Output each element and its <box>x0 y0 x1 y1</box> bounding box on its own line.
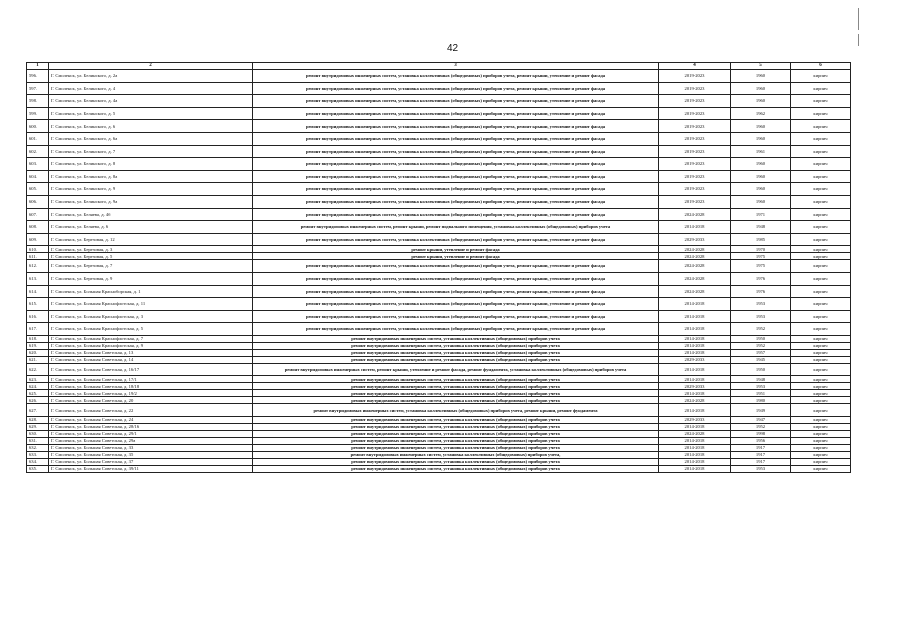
table-row <box>27 158 851 171</box>
row-address: Г. Смоленск, ул. Белинского, д. 9 <box>49 183 253 196</box>
table-row <box>27 120 851 133</box>
row-build-year: 1953 <box>731 298 791 311</box>
table-row <box>27 183 851 196</box>
row-number: 628. <box>27 417 49 424</box>
table-row <box>27 132 851 145</box>
row-period: 2014-2018 <box>659 438 731 445</box>
row-wall-material: кирпич <box>791 459 851 466</box>
row-number: 618. <box>27 335 49 342</box>
row-address: Г. Смоленск, ул. Большая Советская, д. 13 <box>49 349 253 356</box>
row-period: 2014-2018 <box>659 459 731 466</box>
row-work-description: ремонт внутридомовых инженерных систем, установка коллективных (общедомовых) приборов учета, ремонт крыши, утепление и ремонт фасада <box>253 260 659 273</box>
row-address: Г. Смоленск, ул. Белинского, д. 4 <box>49 82 253 95</box>
row-period: 2024-2028 <box>659 260 731 273</box>
row-number: 608. <box>27 221 49 234</box>
row-wall-material: кирпич <box>791 132 851 145</box>
row-build-year: 1949 <box>731 404 791 417</box>
table-row <box>27 335 851 342</box>
row-build-year: 1950 <box>731 335 791 342</box>
column-number: 3 <box>253 63 659 70</box>
scan-artifact-line <box>858 34 859 46</box>
row-address: Г. Смоленск, ул. Березовая, д. 3 <box>49 246 253 253</box>
row-build-year: 1960 <box>731 132 791 145</box>
row-wall-material: кирпич <box>791 272 851 285</box>
row-wall-material: кирпич <box>791 445 851 452</box>
row-build-year: 1952 <box>731 424 791 431</box>
table-row <box>27 397 851 404</box>
row-period: 2024-2028 <box>659 285 731 298</box>
table-row <box>27 253 851 260</box>
row-address: Г. Смоленск, ул. Большая Советская, д. 24 <box>49 417 253 424</box>
row-wall-material: кирпич <box>791 417 851 424</box>
table-row <box>27 356 851 363</box>
table-row <box>27 417 851 424</box>
row-address: Г. Смоленск, ул. Большая Советская, д. 18/18 <box>49 383 253 390</box>
row-build-year: 1998 <box>731 431 791 438</box>
table-row <box>27 363 851 376</box>
row-number: 601. <box>27 132 49 145</box>
row-work-description: ремонт внутридомовых инженерных систем, установка коллективных (общедомовых) приборов учета <box>253 445 659 452</box>
row-build-year: 1956 <box>731 438 791 445</box>
table-row <box>27 246 851 253</box>
row-period: 2014-2018 <box>659 349 731 356</box>
row-work-description: ремонт внутридомовых инженерных систем, установка коллективных (общедомовых) приборов учета, ремонт крыши, утепление и ремонт фасада <box>253 70 659 83</box>
row-address: Г. Смоленск, ул. Березовая, д. 9 <box>49 272 253 285</box>
table-row <box>27 342 851 349</box>
row-number: 620. <box>27 349 49 356</box>
row-number: 598. <box>27 95 49 108</box>
row-wall-material: кирпич <box>791 298 851 311</box>
table-row <box>27 310 851 323</box>
row-address: Г. Смоленск, ул. Березовая, д. 7 <box>49 260 253 273</box>
row-address: Г. Смоленск, ул. Большая Советская, д. 29а <box>49 438 253 445</box>
row-period: 2019-2023 <box>659 195 731 208</box>
row-build-year: 1960 <box>731 158 791 171</box>
row-wall-material: кирпич <box>791 390 851 397</box>
row-build-year: 1960 <box>731 95 791 108</box>
row-build-year: 1917 <box>731 445 791 452</box>
row-build-year: 1948 <box>731 221 791 234</box>
row-work-description: ремонт внутридомовых инженерных систем, установка коллективных (общедомовых) приборов учета <box>253 356 659 363</box>
row-period: 2024-2028 <box>659 246 731 253</box>
row-number: 614. <box>27 285 49 298</box>
row-build-year: 1960 <box>731 120 791 133</box>
row-wall-material: кирпич <box>791 356 851 363</box>
row-period: 2024-2028 <box>659 208 731 221</box>
table-row <box>27 438 851 445</box>
column-number: 2 <box>49 63 253 70</box>
row-wall-material: кирпич <box>791 170 851 183</box>
row-number: 613. <box>27 272 49 285</box>
table-row <box>27 260 851 273</box>
page-number: 42 <box>446 43 459 54</box>
row-work-description: ремонт внутридомовых инженерных систем, установка коллективных (общедомовых) приборов учета, ремонт крыши, утепление и ремонт фасада <box>253 132 659 145</box>
row-number: 611. <box>27 253 49 260</box>
row-address: Г. Смоленск, ул. Большая Краснофлотская, д. 7 <box>49 335 253 342</box>
row-address: Г. Смоленск, ул. Большая Красноборская, д. 1 <box>49 285 253 298</box>
column-number: 1 <box>27 63 49 70</box>
row-wall-material: кирпич <box>791 158 851 171</box>
table-row <box>27 452 851 459</box>
row-period: 2019-2023 <box>659 70 731 83</box>
row-build-year: 1952 <box>731 323 791 336</box>
row-wall-material: кирпич <box>791 466 851 473</box>
row-number: 596. <box>27 70 49 83</box>
row-build-year: 1980 <box>731 397 791 404</box>
table-row <box>27 145 851 158</box>
row-number: 633. <box>27 452 49 459</box>
row-address: Г. Смоленск, ул. Большая Советская, д. 35 <box>49 452 253 459</box>
row-build-year: 1961 <box>731 145 791 158</box>
row-build-year: 1957 <box>731 349 791 356</box>
table-row <box>27 70 851 83</box>
row-work-description: ремонт внутридомовых инженерных систем, установка коллективных (общедомовых) приборов учета, ремонт крыши, утепление и ремонт фасада <box>253 298 659 311</box>
row-work-description: ремонт внутридомовых инженерных систем, установка коллективных (общедомовых) приборов учета <box>253 417 659 424</box>
row-address: Г. Смоленск, ул. Белинского, д. 2а <box>49 70 253 83</box>
column-number: 6 <box>791 63 851 70</box>
row-wall-material: кирпич <box>791 342 851 349</box>
row-address: Г. Смоленск, ул. Большая Советская, д. 33 <box>49 445 253 452</box>
row-address: Г. Смоленск, ул. Большая Советская, д. 14 <box>49 356 253 363</box>
row-build-year: 1960 <box>731 82 791 95</box>
row-work-description: ремонт внутридомовых инженерных систем, установка коллективных (общедомовых) приборов учета <box>253 376 659 383</box>
row-work-description: ремонт внутридомовых инженерных систем, установка коллективных (общедомовых) приборов учета, ремонт крыши, ремонт фундамента <box>253 404 659 417</box>
row-address: Г. Смоленск, ул. Большая Краснофлотская, д. 11 <box>49 298 253 311</box>
row-address: Г. Смоленск, ул. Березовая, д. 12 <box>49 233 253 246</box>
row-address: Г. Смоленск, ул. Большая Краснофлотская, д. 5 <box>49 323 253 336</box>
row-build-year: 1971 <box>731 208 791 221</box>
row-number: 627. <box>27 404 49 417</box>
row-number: 615. <box>27 298 49 311</box>
row-address: Г. Смоленск, ул. Большая Советская, д. 20 <box>49 397 253 404</box>
row-number: 603. <box>27 158 49 171</box>
row-number: 632. <box>27 445 49 452</box>
row-address: Г. Смоленск, ул. Белинского, д. 4а <box>49 95 253 108</box>
table-row <box>27 82 851 95</box>
row-period: 2014-2018 <box>659 390 731 397</box>
row-number: 604. <box>27 170 49 183</box>
table-row <box>27 221 851 234</box>
row-period: 2014-2018 <box>659 404 731 417</box>
row-build-year: 1947 <box>731 417 791 424</box>
row-build-year: 1952 <box>731 342 791 349</box>
row-wall-material: кирпич <box>791 438 851 445</box>
row-number: 631. <box>27 438 49 445</box>
table-row <box>27 383 851 390</box>
row-address: Г. Смоленск, ул. Большая Советская, д. 17/1 <box>49 376 253 383</box>
row-wall-material: кирпич <box>791 335 851 342</box>
row-wall-material: кирпич <box>791 221 851 234</box>
row-wall-material: кирпич <box>791 233 851 246</box>
row-work-description: ремонт внутридомовых инженерных систем, установка коллективных (общедомовых) приборов учета, ремонт крыши, утепление и ремонт фасада <box>253 310 659 323</box>
row-work-description: ремонт внутридомовых инженерных систем, установка коллективных (общедомовых) приборов учета, ремонт крыши, утепление и ремонт фасада <box>253 158 659 171</box>
row-work-description: ремонт внутридомовых инженерных систем, установка коллективных (общедомовых) приборов учета <box>253 397 659 404</box>
table-row <box>27 323 851 336</box>
row-address: Г. Смоленск, ул. Большая Советская, д. 16/17 <box>49 363 253 376</box>
row-number: 599. <box>27 107 49 120</box>
column-number: 5 <box>731 63 791 70</box>
row-address: Г. Смоленск, ул. Белинского, д. 7 <box>49 145 253 158</box>
row-wall-material: кирпич <box>791 82 851 95</box>
row-build-year: 1975 <box>731 253 791 260</box>
row-wall-material: кирпич <box>791 145 851 158</box>
table-row <box>27 208 851 221</box>
row-build-year: 1976 <box>731 285 791 298</box>
row-period: 2014-2018 <box>659 221 731 234</box>
row-build-year: 1917 <box>731 459 791 466</box>
row-build-year: 1970 <box>731 246 791 253</box>
row-address: Г. Смоленск, ул. Березовая, д. 5 <box>49 253 253 260</box>
table-row <box>27 390 851 397</box>
row-work-description: ремонт внутридомовых инженерных систем, установка коллективных (общедомовых) приборов учета, ремонт крыши, утепление и ремонт фасада <box>253 82 659 95</box>
row-address: Г. Смоленск, ул. Большая Советская, д. 37 <box>49 459 253 466</box>
row-work-description: ремонт внутридомовых инженерных систем, установка коллективных (общедомовых) приборов учета <box>253 390 659 397</box>
table-row <box>27 272 851 285</box>
row-address: Г. Смоленск, ул. Белинского, д. 6а <box>49 132 253 145</box>
row-number: 630. <box>27 431 49 438</box>
row-period: 2014-2018 <box>659 424 731 431</box>
row-work-description: ремонт внутридомовых инженерных систем, установка коллективных (общедомовых) приборов учета <box>253 342 659 349</box>
row-wall-material: кирпич <box>791 452 851 459</box>
row-work-description: ремонт внутридомовых инженерных систем, ремонт крыши, ремонт подвального помещения, установка коллективных (общедомовых) приборов учета <box>253 221 659 234</box>
row-number: 629. <box>27 424 49 431</box>
row-number: 621. <box>27 356 49 363</box>
row-build-year: 1960 <box>731 170 791 183</box>
row-wall-material: кирпич <box>791 349 851 356</box>
row-number: 600. <box>27 120 49 133</box>
table-row <box>27 95 851 108</box>
table-row <box>27 431 851 438</box>
row-work-description: ремонт внутридомовых инженерных систем, установка коллективных (общедомовых) приборов учета, ремонт крыши, утепление и ремонт фасада <box>253 285 659 298</box>
row-work-description: ремонт внутридомовых инженерных систем, установка коллективных (общедомовых) приборов учета <box>253 383 659 390</box>
row-wall-material: кирпич <box>791 363 851 376</box>
row-work-description: ремонт внутридомовых инженерных систем, установка коллективных (общедомовых) приборов учета, ремонт крыши, утепление и ремонт фасада <box>253 233 659 246</box>
row-wall-material: кирпич <box>791 195 851 208</box>
row-number: 612. <box>27 260 49 273</box>
row-work-description: ремонт внутридомовых инженерных систем, установка коллективных (общедомовых) приборов учета <box>253 335 659 342</box>
table-row <box>27 298 851 311</box>
row-period: 2024-2028 <box>659 253 731 260</box>
table-row <box>27 459 851 466</box>
table-row <box>27 285 851 298</box>
table-row <box>27 107 851 120</box>
row-period: 2014-2018 <box>659 310 731 323</box>
row-work-description: ремонт крыши, утепление и ремонт фасада <box>253 253 659 260</box>
row-period: 2029-2033 <box>659 417 731 424</box>
row-work-description: ремонт внутридомовых инженерных систем, ремонт крыши, утепление и ремонт фасада, ремонт фундамента, установка коллективных (общедомовых) приборов учета <box>253 363 659 376</box>
table-row <box>27 466 851 473</box>
row-address: Г. Смоленск, ул. Большая Советская, д. 29/1 <box>49 431 253 438</box>
row-period: 2019-2023 <box>659 170 731 183</box>
row-work-description: ремонт внутридомовых инженерных систем, установка коллективных (общедомовых) приборов учета, ремонт крыши, утепление и ремонт фасада <box>253 170 659 183</box>
row-number: 606. <box>27 195 49 208</box>
table-row <box>27 195 851 208</box>
row-period: 2019-2023 <box>659 145 731 158</box>
row-number: 602. <box>27 145 49 158</box>
row-address: Г. Смоленск, ул. Большая Советская, д. 39/11 <box>49 466 253 473</box>
row-number: 619. <box>27 342 49 349</box>
column-number: 4 <box>659 63 731 70</box>
scan-artifact-line <box>858 8 859 30</box>
row-address: Г. Смоленск, ул. Большая Советская, д. 19/2 <box>49 390 253 397</box>
row-period: 2014-2018 <box>659 342 731 349</box>
row-work-description: ремонт внутридомовых инженерных систем, установка коллективных (общедомовых) приборов учета, ремонт крыши, утепление и ремонт фасада <box>253 120 659 133</box>
row-period: 2024-2028 <box>659 272 731 285</box>
row-work-description: ремонт внутридомовых инженерных систем, установка коллективных (общедомовых) приборов учета <box>253 431 659 438</box>
row-wall-material: кирпич <box>791 383 851 390</box>
row-build-year: 1962 <box>731 107 791 120</box>
row-number: 625. <box>27 390 49 397</box>
row-build-year: 1950 <box>731 363 791 376</box>
row-period: 2019-2023 <box>659 95 731 108</box>
row-period: 2024-2028 <box>659 431 731 438</box>
row-work-description: ремонт внутридомовых инженерных систем, установка коллективных (общедомовых) приборов учета <box>253 438 659 445</box>
row-work-description: ремонт внутридомовых инженерных систем, установка коллективных (общедомовых) приборов учета, ремонт крыши, утепление и ремонт фасада <box>253 107 659 120</box>
row-address: Г. Смоленск, ул. Белинского, д. 9а <box>49 195 253 208</box>
table-row <box>27 404 851 417</box>
row-wall-material: кирпич <box>791 70 851 83</box>
row-number: 597. <box>27 82 49 95</box>
row-build-year: 1951 <box>731 390 791 397</box>
row-wall-material: кирпич <box>791 183 851 196</box>
row-build-year: 1975 <box>731 260 791 273</box>
row-period: 2019-2023 <box>659 183 731 196</box>
row-wall-material: кирпич <box>791 424 851 431</box>
row-wall-material: кирпич <box>791 107 851 120</box>
row-build-year: 1917 <box>731 452 791 459</box>
row-address: Г. Смоленск, ул. Большая Краснофлотская, д. 3 <box>49 310 253 323</box>
row-build-year: 1985 <box>731 233 791 246</box>
row-number: 616. <box>27 310 49 323</box>
row-number: 605. <box>27 183 49 196</box>
row-build-year: 1960 <box>731 183 791 196</box>
row-period: 2014-2018 <box>659 323 731 336</box>
row-period: 2014-2018 <box>659 466 731 473</box>
row-work-description: ремонт внутридомовых инженерных систем, установка коллективных (общедомовых) приборов учета, <box>253 452 659 459</box>
table-row <box>27 233 851 246</box>
row-wall-material: кирпич <box>791 95 851 108</box>
row-wall-material: кирпич <box>791 397 851 404</box>
row-work-description: ремонт внутридомовых инженерных систем, установка коллективных (общедомовых) приборов учета <box>253 466 659 473</box>
row-build-year: 1948 <box>731 376 791 383</box>
row-period: 2019-2023 <box>659 82 731 95</box>
row-period: 2014-2018 <box>659 363 731 376</box>
row-build-year: 1953 <box>731 310 791 323</box>
row-work-description: ремонт внутридомовых инженерных систем, установка коллективных (общедомовых) приборов учета, ремонт крыши, утепление и ремонт фасада <box>253 323 659 336</box>
row-address: Г. Смоленск, ул. Беляева, д. 4б <box>49 208 253 221</box>
row-wall-material: кирпич <box>791 120 851 133</box>
row-number: 623. <box>27 376 49 383</box>
row-period: 2019-2023 <box>659 120 731 133</box>
row-build-year: 1960 <box>731 195 791 208</box>
row-number: 617. <box>27 323 49 336</box>
row-address: Г. Смоленск, ул. Беляева, д. 6 <box>49 221 253 234</box>
row-address: Г. Смоленск, ул. Белинского, д. 8 <box>49 158 253 171</box>
row-wall-material: кирпич <box>791 431 851 438</box>
row-work-description: ремонт внутридомовых инженерных систем, установка коллективных (общедомовых) приборов учета, ремонт крыши, утепление и ремонт фасада <box>253 272 659 285</box>
housing-repair-table <box>26 62 851 473</box>
row-period: 2019-2023 <box>659 132 731 145</box>
row-number: 610. <box>27 246 49 253</box>
row-period: 2029-2033 <box>659 356 731 363</box>
column-numbers-row <box>27 63 851 70</box>
row-address: Г. Смоленск, ул. Белинского, д. 8а <box>49 170 253 183</box>
row-build-year: 1976 <box>731 272 791 285</box>
row-wall-material: кирпич <box>791 260 851 273</box>
row-address: Г. Смоленск, ул. Белинского, д. 6 <box>49 120 253 133</box>
row-work-description: ремонт внутридомовых инженерных систем, установка коллективных (общедомовых) приборов учета, ремонт крыши, утепление и ремонт фасада <box>253 208 659 221</box>
row-work-description: ремонт внутридомовых инженерных систем, установка коллективных (общедомовых) приборов учета, ремонт крыши, утепление и ремонт фасада <box>253 95 659 108</box>
row-address: Г. Смоленск, ул. Большая Советская, д. 28/16 <box>49 424 253 431</box>
row-wall-material: кирпич <box>791 253 851 260</box>
row-number: 622. <box>27 363 49 376</box>
row-number: 624. <box>27 383 49 390</box>
row-wall-material: кирпич <box>791 246 851 253</box>
row-number: 609. <box>27 233 49 246</box>
row-build-year: 1960 <box>731 70 791 83</box>
row-build-year: 1953 <box>731 466 791 473</box>
row-period: 2014-2018 <box>659 452 731 459</box>
table-row <box>27 349 851 356</box>
row-period: 2014-2018 <box>659 298 731 311</box>
row-work-description: ремонт внутридомовых инженерных систем, установка коллективных (общедомовых) приборов учета <box>253 459 659 466</box>
table-row <box>27 445 851 452</box>
row-work-description: ремонт крыши, утепление и ремонт фасада <box>253 246 659 253</box>
row-address: Г. Смоленск, ул. Большая Краснофлотская, д. 9 <box>49 342 253 349</box>
table-row <box>27 376 851 383</box>
row-wall-material: кирпич <box>791 285 851 298</box>
row-wall-material: кирпич <box>791 404 851 417</box>
row-period: 2024-2028 <box>659 397 731 404</box>
row-number: 634. <box>27 459 49 466</box>
row-work-description: ремонт внутридомовых инженерных систем, установка коллективных (общедомовых) приборов учета, ремонт крыши, утепление и ремонт фасада <box>253 195 659 208</box>
row-build-year: 1945 <box>731 356 791 363</box>
row-period: 2014-2018 <box>659 335 731 342</box>
row-wall-material: кирпич <box>791 310 851 323</box>
table-row <box>27 170 851 183</box>
row-number: 607. <box>27 208 49 221</box>
row-address: Г. Смоленск, ул. Белинского, д. 5 <box>49 107 253 120</box>
row-work-description: ремонт внутридомовых инженерных систем, установка коллективных (общедомовых) приборов учета <box>253 349 659 356</box>
row-wall-material: кирпич <box>791 376 851 383</box>
row-period: 2014-2018 <box>659 376 731 383</box>
row-wall-material: кирпич <box>791 323 851 336</box>
row-period: 2019-2023 <box>659 107 731 120</box>
row-work-description: ремонт внутридомовых инженерных систем, установка коллективных (общедомовых) приборов учета, ремонт крыши, утепление и ремонт фасада <box>253 145 659 158</box>
row-work-description: ремонт внутридомовых инженерных систем, установка коллективных (общедомовых) приборов учета <box>253 424 659 431</box>
table-row <box>27 424 851 431</box>
row-build-year: 1953 <box>731 383 791 390</box>
row-wall-material: кирпич <box>791 208 851 221</box>
row-number: 626. <box>27 397 49 404</box>
row-period: 2029-2033 <box>659 233 731 246</box>
row-period: 2029-2033 <box>659 383 731 390</box>
row-address: Г. Смоленск, ул. Большая Советская, д. 22 <box>49 404 253 417</box>
row-work-description: ремонт внутридомовых инженерных систем, установка коллективных (общедомовых) приборов учета, ремонт крыши, утепление и ремонт фасада <box>253 183 659 196</box>
row-number: 635. <box>27 466 49 473</box>
row-period: 2014-2018 <box>659 445 731 452</box>
row-period: 2019-2023 <box>659 158 731 171</box>
